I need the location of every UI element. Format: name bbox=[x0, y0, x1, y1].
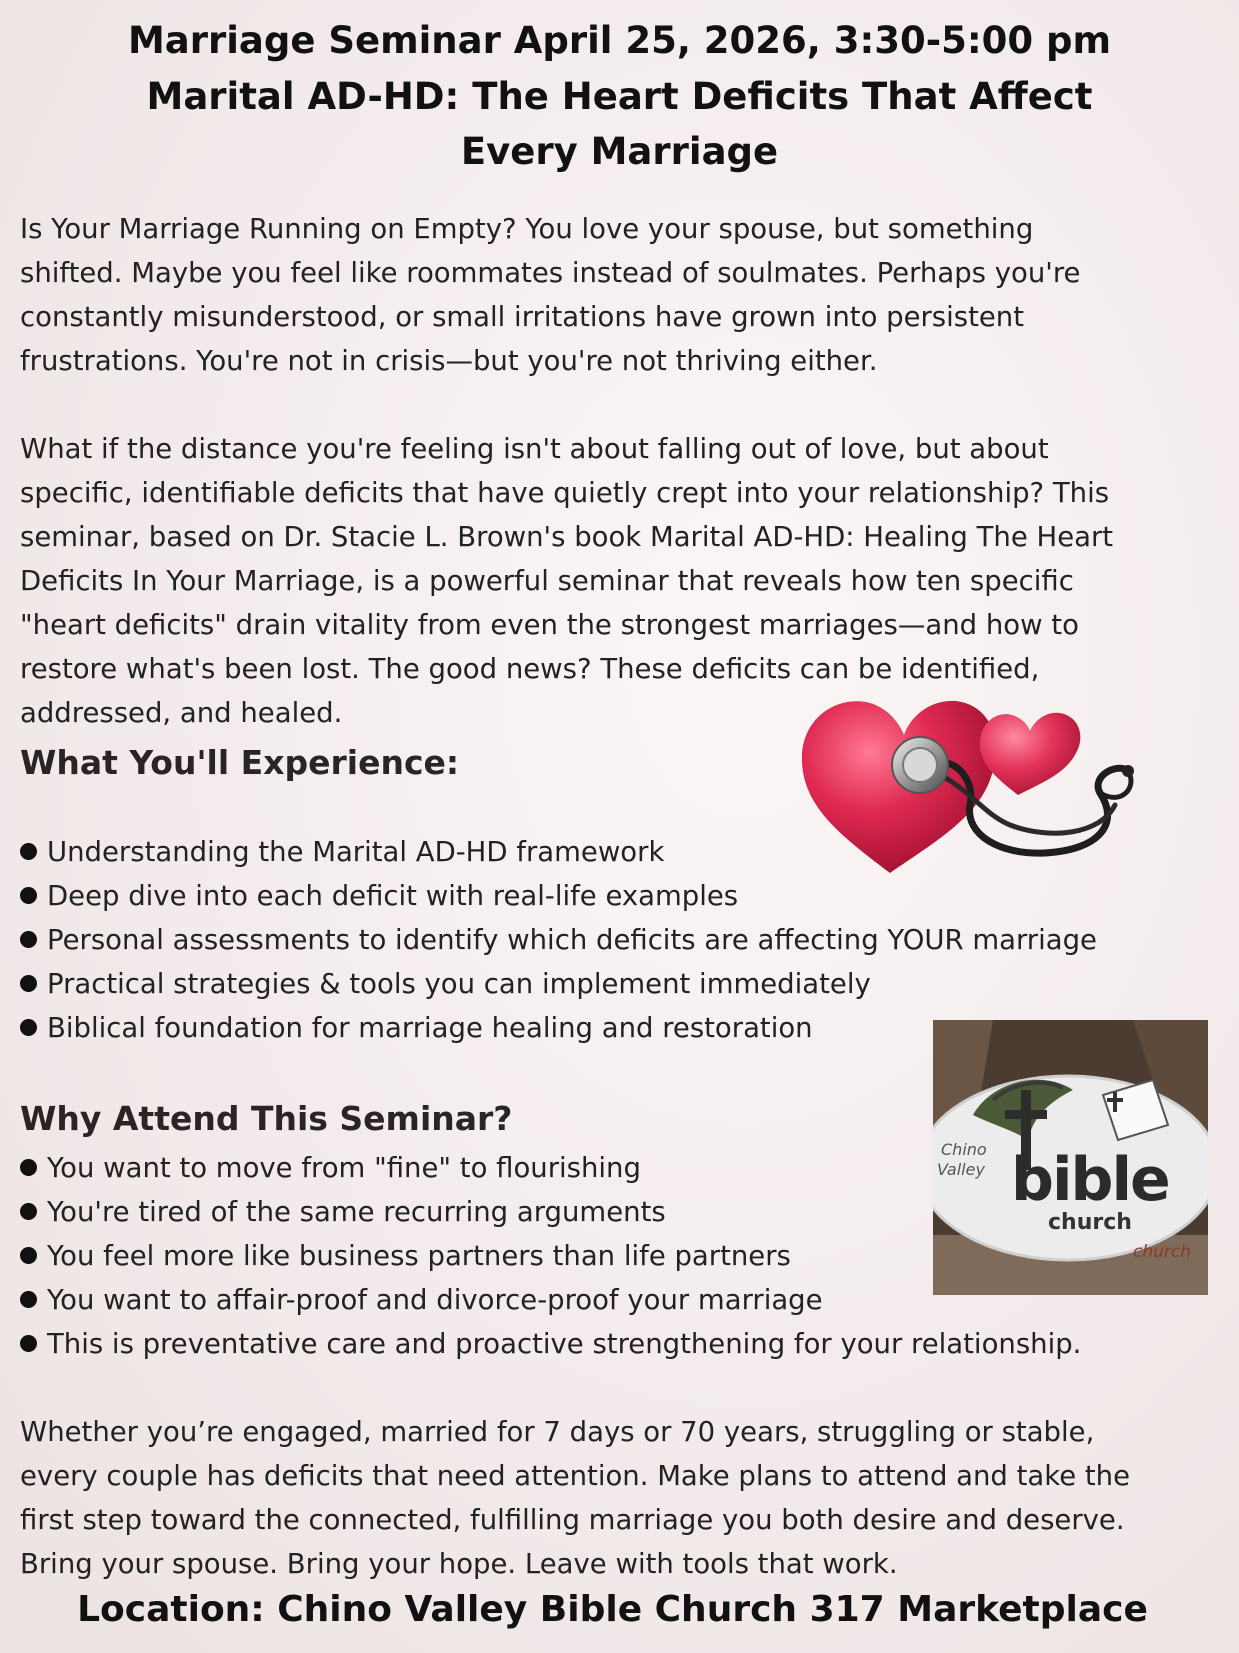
church-logo-bible: bible bbox=[1011, 1145, 1169, 1215]
closing-line: every couple has deficits that need attention. Make plans to attend and take the bbox=[20, 1460, 1130, 1492]
list-item: Understanding the Marital AD-HD framework bbox=[20, 830, 1097, 874]
about-paragraph bbox=[20, 427, 1225, 735]
bullet-dot-icon bbox=[20, 1291, 37, 1308]
church-logo-church-echo: church bbox=[1133, 1242, 1192, 1262]
intro-line: constantly misunderstood, or small irritations have grown into persistent bbox=[20, 301, 1025, 333]
list-item: This is preventative care and proactive strengthening for your relationship. bbox=[20, 1322, 1081, 1366]
intro-line: shifted. Maybe you feel like roommates instead of soulmates. Perhaps you're bbox=[20, 257, 1081, 289]
bullet-dot-icon bbox=[20, 1159, 37, 1176]
about-line: specific, identifiable deficits that have quietly crept into your relationship? This bbox=[20, 477, 1110, 509]
closing-paragraph bbox=[20, 1410, 1225, 1586]
title-line-2: Marital AD-HD: The Heart Deficits That Affect bbox=[146, 75, 1093, 118]
about-line: restore what's been lost. The good news? These deficits can be identified, bbox=[20, 653, 1040, 685]
bullet-dot-icon bbox=[20, 843, 37, 860]
list-item: Deep dive into each deficit with real-life examples bbox=[20, 874, 1097, 918]
about-line: seminar, based on Dr. Stacie L. Brown's book Marital AD-HD: Healing The Heart bbox=[20, 521, 1114, 553]
why-heading: Why Attend This Seminar? bbox=[20, 1099, 513, 1138]
list-item: Practical strategies & tools you can implement immediately bbox=[20, 962, 1097, 1006]
list-item: You're tired of the same recurring arguments bbox=[20, 1190, 1081, 1234]
about-line: addressed, and healed. bbox=[20, 697, 343, 729]
about-line: "heart deficits" drain vitality from even the strongest marriages—and how to bbox=[20, 609, 1079, 641]
list-item: Biblical foundation for marriage healing and restoration bbox=[20, 1006, 1097, 1050]
bullet-dot-icon bbox=[20, 1335, 37, 1352]
bullet-dot-icon bbox=[20, 975, 37, 992]
list-item: You want to move from "fine" to flourishing bbox=[20, 1146, 1081, 1190]
church-logo-chino: Chino bbox=[941, 1140, 987, 1159]
list-item: You want to affair-proof and divorce-proof your marriage bbox=[20, 1278, 1081, 1322]
title-line-3: Every Marriage bbox=[460, 130, 779, 173]
intro-line: frustrations. You're not in crisis—but you're not thriving either. bbox=[20, 345, 878, 377]
list-item: You feel more like business partners than life partners bbox=[20, 1234, 1081, 1278]
bullet-dot-icon bbox=[20, 1247, 37, 1264]
bullet-dot-icon bbox=[20, 1203, 37, 1220]
about-line: Deficits In Your Marriage, is a powerful seminar that reveals how ten specific bbox=[20, 565, 1074, 597]
about-line: What if the distance you're feeling isn't about falling out of love, but about bbox=[20, 433, 1049, 465]
church-logo-church: church bbox=[1048, 1210, 1132, 1235]
bullet-dot-icon bbox=[20, 1019, 37, 1036]
church-logo-valley: Valley bbox=[937, 1160, 985, 1179]
bullet-dot-icon bbox=[20, 887, 37, 904]
experience-heading: What You'll Experience: bbox=[20, 743, 460, 782]
list-item: Personal assessments to identify which deficits are affecting YOUR marriage bbox=[20, 918, 1097, 962]
intro-line: Is Your Marriage Running on Empty? You love your spouse, but something bbox=[20, 213, 1034, 245]
why-list bbox=[20, 1146, 1081, 1366]
title-line-1: Marriage Seminar April 25, 2026, 3:30-5:00 pm bbox=[127, 19, 1112, 62]
location-line: Location: Chino Valley Bible Church 317 Marketplace bbox=[77, 1589, 1148, 1630]
closing-line: Bring your spouse. Bring your hope. Leave with tools that work. bbox=[20, 1548, 898, 1580]
bullet-dot-icon bbox=[20, 931, 37, 948]
closing-line: Whether you’re engaged, married for 7 days or 70 years, struggling or stable, bbox=[20, 1416, 1095, 1448]
closing-line: first step toward the connected, fulfilling marriage you both desire and deserve. bbox=[20, 1504, 1125, 1536]
intro-paragraph bbox=[20, 207, 1225, 383]
experience-list bbox=[20, 830, 1097, 1050]
